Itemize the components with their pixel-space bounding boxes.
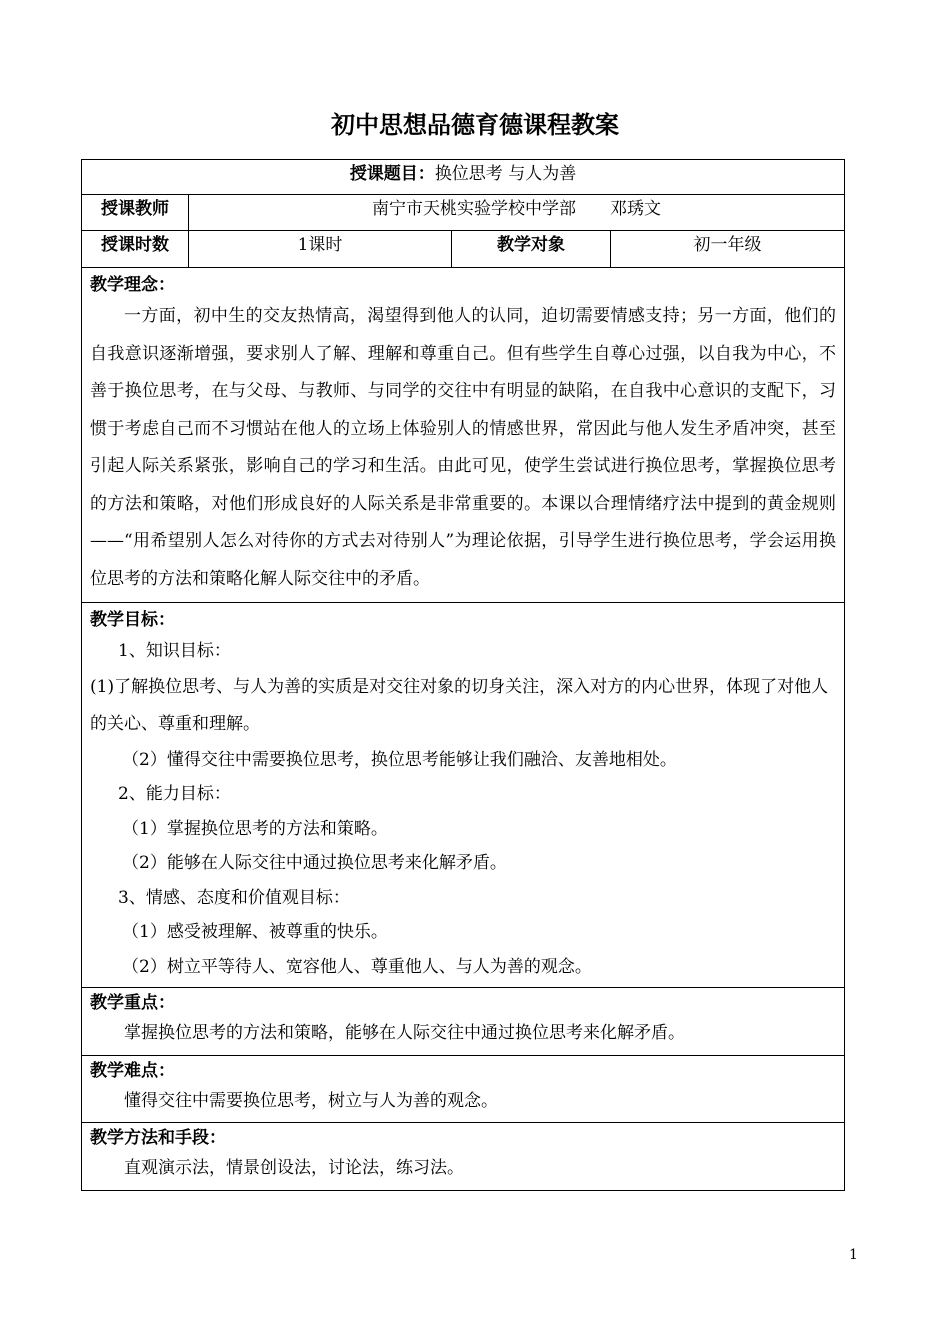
audience-value: 初一年级 [611, 231, 845, 268]
hours-row [82, 231, 845, 268]
philosophy-row [82, 268, 845, 603]
key-points-cell [82, 988, 845, 1056]
methods-heading: 教学方法和手段： [90, 1128, 226, 1148]
emotion-title: 3、情感、态度和价值观目标： [118, 887, 350, 908]
difficulties-row [82, 1055, 845, 1123]
methods-text: 直观演示法，情景创设法，讨论法，练习法。 [124, 1158, 464, 1178]
hours-value: 1课时 [189, 231, 452, 268]
methods-row [82, 1123, 845, 1191]
audience-label: 教学对象 [452, 231, 611, 268]
hours-label: 授课时数 [82, 231, 189, 268]
knowledge-item-2: （2）懂得交往中需要换位思考，换位思考能够让我们融洽、友善地相处。 [122, 749, 677, 770]
philosophy-text: 一方面，初中生的交友热情高，渴望得到他人的认同，迫切需要情感支持；另一方面，他们的自我意识逐渐增强，要求别人了解、理解和尊重自己。但有些学生自尊心过强，以自我为中心，不善于换位思考，在与父母、与教师、与同学的交往中有明显的缺陷，在自我中心意识的支配下，习惯于考虑自己而不习惯站在他人的立场上体验别人的情感世界，常因此与他人发生矛盾冲突，甚至引起人际关系紧张，影响自己的学习和生活。由此可见，使学生尝试进行换位思考，掌握换位思考的方法和策略，对他们形成良好的人际关系是非常重要的。本课以合理情绪疗法中提到的黄金规则——“用希望别人怎么对待你的方式去对待别人”为理论依据，引导学生进行换位思考，学会运用换位思考的方法和策略化解人际交往中的矛盾。 [90, 306, 837, 589]
topic-cell [82, 160, 845, 195]
lesson-plan-table [81, 159, 845, 1191]
topic-row [82, 160, 845, 195]
objectives-cell [82, 603, 845, 988]
key-points-heading: 教学重点： [90, 993, 175, 1013]
topic-value: 换位思考 与人为善 [434, 164, 577, 184]
key-points-row [82, 988, 845, 1056]
key-points-text: 掌握换位思考的方法和策略，能够在人际交往中通过换位思考来化解矛盾。 [124, 1023, 685, 1043]
topic-label: 授课题目： [349, 164, 435, 184]
difficulties-heading: 教学难点： [90, 1060, 175, 1081]
emotion-item-2: （2）树立平等待人、宽容他人、尊重他人、与人为善的观念。 [122, 956, 592, 977]
teacher-label: 授课教师 [82, 195, 189, 231]
objectives-row [82, 603, 845, 988]
difficulties-cell [82, 1055, 845, 1123]
philosophy-cell [82, 268, 845, 603]
objectives-heading: 教学目标： [90, 610, 175, 630]
knowledge-title: 1、知识目标： [118, 641, 231, 661]
teacher-value: 南宁市天桃实验学校中学部 邓琇文 [189, 195, 845, 231]
ability-item-2: （2）能够在人际交往中通过换位思考来化解矛盾。 [122, 853, 507, 873]
knowledge-item-1: (1)了解换位思考、与人为善的实质是对交往对象的切身关注，深入对方的内心世界，体现了对他人的关心、尊重和理解。 [90, 676, 829, 734]
philosophy-heading: 教学理念： [90, 275, 175, 295]
methods-cell [82, 1123, 845, 1191]
document-title: 初中思想品德育德课程教案 [331, 111, 619, 139]
teacher-row [82, 195, 845, 231]
ability-title: 2、能力目标： [118, 784, 231, 804]
difficulties-text: 懂得交往中需要换位思考，树立与人为善的观念。 [124, 1090, 498, 1111]
ability-item-1: （1）掌握换位思考的方法和策略。 [122, 818, 388, 839]
emotion-item-1: （1）感受被理解、被尊重的快乐。 [122, 922, 388, 942]
page-number: 1 [849, 1247, 858, 1263]
